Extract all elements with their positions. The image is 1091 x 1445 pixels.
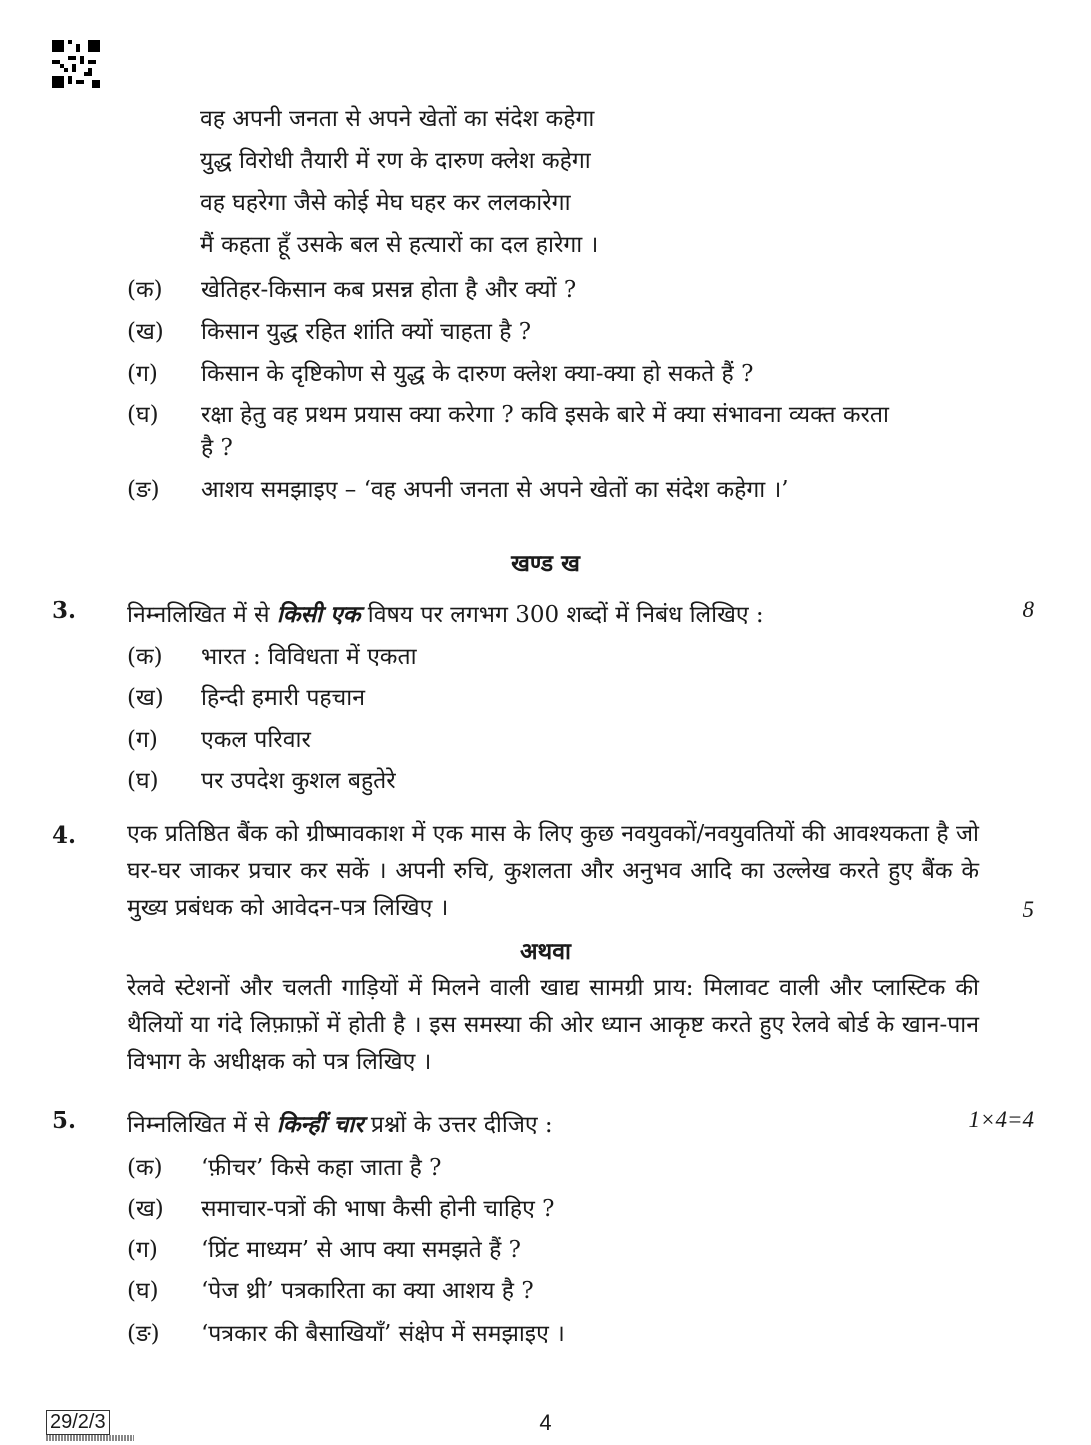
- q5-label: (ङ): [127, 1321, 160, 1347]
- q3-option: एकल परिवार: [201, 727, 311, 753]
- qr-code-icon: [52, 40, 100, 88]
- q2-question: किसान युद्ध रहित शांति क्यों चाहता है ?: [201, 319, 532, 345]
- poem-line: मैं कहता हूँ उसके बल से हत्यारों का दल हारेगा ।: [200, 232, 599, 258]
- q3-prompt: निम्नलिखित में से किसी एक विषय पर लगभग 300 शब्दों में निबंध लिखिए :: [127, 601, 764, 628]
- q4-alt-text: रेलवे स्टेशनों और चलती गाड़ियों में मिलने वाली खाद्य सामग्री प्राय: मिलावट वाली और प्लास्टिक की थैलियों या गंदे लिफ़ाफ़ों में होती है । इस समस्या की ओर ध्यान आकृष्ट करते हुए रेलवे बोर्ड के खान-पान विभाग के अधीक्षक को पत्र लिखिए ।: [127, 975, 979, 1075]
- q5-option: ‘प्रिंट माध्यम’ से आप क्या समझते हैं ?: [201, 1237, 521, 1263]
- page-number: 4: [539, 1410, 552, 1435]
- poem-line: वह घहरेगा जैसे कोई मेघ घहर कर ललकारेगा: [200, 190, 571, 216]
- q3-option: हिन्दी हमारी पहचान: [201, 685, 365, 711]
- q5-option: समाचार-पत्रों की भाषा कैसी होनी चाहिए ?: [201, 1196, 555, 1222]
- q2-question: रक्षा हेतु वह प्रथम प्रयास क्या करेगा ? कवि इसके बारे में क्या संभावना व्यक्त करता: [201, 402, 889, 428]
- q4-text: एक प्रतिष्ठित बैंक को ग्रीष्मावकाश में एक मास के लिए कुछ नवयुवकों/नवयुवतियों की आवश्यकता है जो घर-घर जाकर प्रचार कर सकें । अपनी रुचि, कुशलता और अनुभव आदि का उल्लेख करते हुए बैंक के मुख्य प्रबंधक को आवेदन-पत्र लिखिए ।: [127, 821, 979, 921]
- q2-question: किसान के दृष्टिकोण से युद्ध के दारुण क्लेश क्या-क्या हो सकते हैं ?: [201, 361, 754, 387]
- q2-label: (ग): [127, 361, 158, 387]
- q3-option: पर उपदेश कुशल बहुतेरे: [201, 768, 396, 794]
- section-title: खण्ड ख: [511, 550, 580, 577]
- paper-code: 29/2/3: [46, 1410, 110, 1435]
- q5-option: ‘फ़ीचर’ किसे कहा जाता है ?: [201, 1155, 442, 1181]
- q4-number: 4.: [52, 822, 77, 849]
- poem-line: युद्ध विरोधी तैयारी में रण के दारुण क्लेश कहेगा: [200, 148, 591, 174]
- q2-label: (घ): [127, 402, 159, 428]
- q5-option: ‘पेज थ्री’ पत्रकारिता का क्या आशय है ?: [201, 1278, 534, 1304]
- q3-label: (ख): [127, 685, 164, 711]
- q5-marks: 1×4=4: [968, 1107, 1034, 1132]
- q2-question: खेतिहर-किसान कब प्रसन्न होता है और क्यों ?: [201, 277, 577, 303]
- q5-label: (क): [127, 1155, 163, 1181]
- poem-line: वह अपनी जनता से अपने खेतों का संदेश कहेगा: [200, 106, 595, 132]
- q2-label: (ङ): [127, 477, 160, 503]
- q5-emphasis: किन्हीं चार: [276, 1111, 364, 1138]
- q5-option: ‘पत्रकार की बैसाखियाँ’ संक्षेप में समझाइए ।: [201, 1321, 565, 1347]
- q3-emphasis: किसी एक: [276, 601, 361, 628]
- q2-label: (क): [127, 277, 163, 303]
- q2-label: (ख): [127, 319, 164, 345]
- q2-question-continued: है ?: [201, 435, 233, 461]
- q4-marks: 5: [1022, 897, 1034, 922]
- q5-label: (ख): [127, 1196, 164, 1222]
- q5-prompt: निम्नलिखित में से किन्हीं चार प्रश्नों के उत्तर दीजिए :: [127, 1111, 553, 1138]
- q5-number: 5.: [52, 1107, 77, 1134]
- q3-label: (क): [127, 644, 163, 670]
- q5-label: (ग): [127, 1237, 158, 1263]
- q2-question: आशय समझाइए – ‘वह अपनी जनता से अपने खेतों का संदेश कहेगा ।’: [201, 477, 789, 503]
- q3-number: 3.: [52, 597, 77, 624]
- q5-label: (घ): [127, 1278, 159, 1304]
- or-divider: अथवा: [519, 938, 571, 965]
- q3-marks: 8: [1022, 597, 1034, 622]
- q3-label: (घ): [127, 768, 159, 794]
- q3-label: (ग): [127, 727, 158, 753]
- q3-option: भारत : विविधता में एकता: [201, 644, 417, 670]
